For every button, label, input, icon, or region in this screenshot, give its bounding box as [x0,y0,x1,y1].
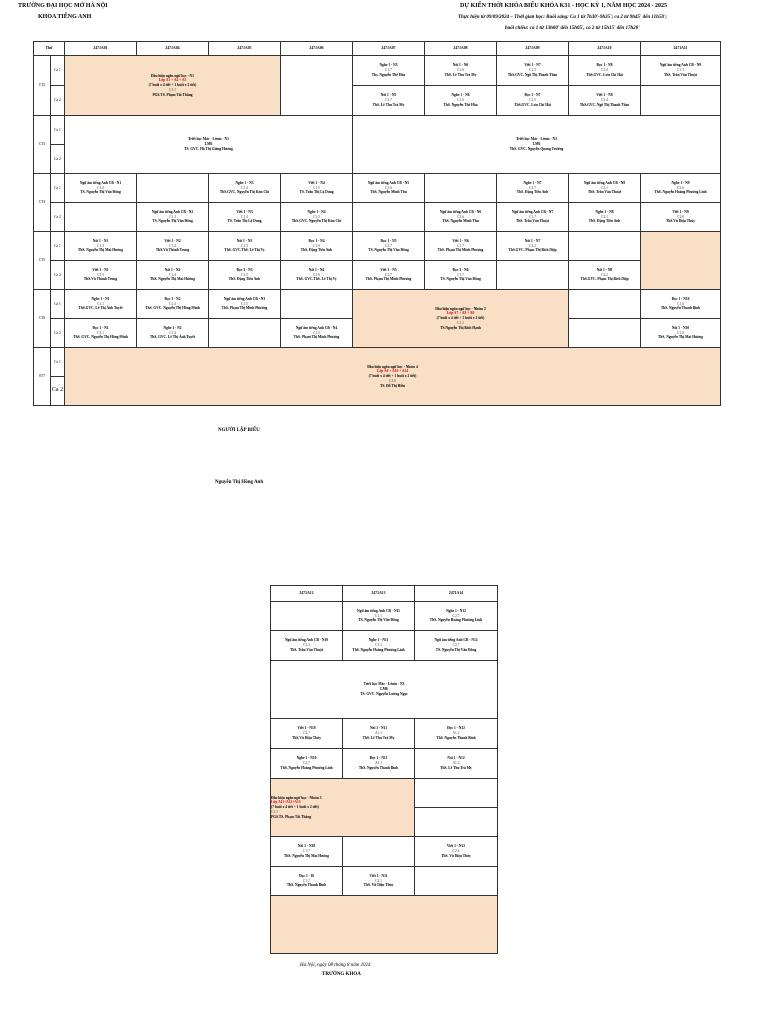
class-cell: Ngữ âm tiếng Anh CB - N5 C1.6 ThS. Nguyễn Minh Thu [353,174,425,203]
col-header: 2471A10 [569,42,641,56]
class-cell: Viết 1 - N11 C2.1 ThS. Vũ Diệu Thúy [343,867,415,896]
empty-cell [569,290,641,319]
day-label: ST7 [34,348,51,406]
empty-cell [497,261,569,290]
day-label: CT5 [34,232,51,290]
empty-cell [271,896,498,954]
class-cell: Nói 1 - N12 A1.2 ThS. Lê Thu Trà My [415,749,498,779]
empty-cell [137,174,209,203]
class-cell: Nghe 1 - N5 C1.7 Ths. Nguyễn Thế Hòa [353,56,425,86]
class-cell: Nói 1 - N7 C2.2 ThS.GVC. Phạm Thị Bích Diệp [497,232,569,261]
day-label: CT4 [34,174,51,232]
class-cell: Viết 1 - N3 C1.4 TS. Trần Thị Lệ Dung [209,203,281,232]
class-cell: Ngữ âm tiếng Anh CB - N7 C1.7 ThS. Trần Văn Thuật [497,203,569,232]
day-label: CT2 [34,56,51,116]
class-cell: Nghe 1 - N10 C2.7 ThS. Nguyễn Hoàng Phương Linh [271,749,343,779]
shift-label: Ca 1 [51,290,65,319]
col-header: 2471A08 [425,42,497,56]
empty-cell [343,837,415,867]
shift-label: Ca 1 [51,174,65,203]
col-header: 2471A12 [271,586,343,602]
shift-label: Ca 1 [51,116,65,145]
empty-cell [281,290,353,319]
class-cell: Đọc 1 - N7 C1.5 ThS.GVC. Lưu Chí Hải [497,86,569,116]
class-cell: Nói 1 - N10 C1.7 ThS. Nguyễn Thị Mai Hương [271,837,343,867]
col-header: 2471A07 [353,42,425,56]
class-cell: Ngữ âm tiếng Anh CB - N10 C1.3 ThS. Trần Văn Thuật [271,631,343,661]
class-cell: Ngữ âm tiếng Anh CB - N8 C2.1 ThS. Trần Văn Thuật [569,174,641,203]
col-header: 2471A04 [137,42,209,56]
shift-label: Ca 1 [51,56,65,86]
class-cell: Nghe 1 - N6 C1.6 ThS. Nguyễn Thế Hòa [425,86,497,116]
class-cell: Viết 1 - N9 C2.6 ThS.Vũ Diệu Thúy [641,203,721,232]
footer-signer-label: TRƯỞNG KHOA [322,972,361,977]
col-header: 2471A14 [415,586,498,602]
empty-cell [415,867,498,896]
empty-cell [271,602,343,631]
shift-label: Ca 2 [51,203,65,232]
empty-cell [65,203,137,232]
signer-name: Nguyễn Thị Hồng Anh [215,480,264,485]
shift-label: Ca 2 [51,145,65,174]
class-cell: Nói 1 - N2 C1.4 ThS. Nguyễn Thị Mai Hương [137,261,209,290]
signer-label: NGƯỜI LẬP BIỂU [218,428,260,433]
class-cell: Đầu hiện ngôn ngữ học - Nhóm 4 Lớp A6 + A10 + A14 (7 buổi x 4 tiết + 1 buổi x 2 tiết) C3.6 TS. Đỗ Thị Hiền [65,348,721,406]
col-header: 2471A06 [281,42,353,56]
class-cell: Ngữ âm tiếng Anh CB - N12 C2.7 TS. Nguyễn Thị Vân Đông [415,631,498,661]
class-cell: Ngữ âm tiếng Anh CB - N4 C1.5 ThS. Phạm Thị Minh Phương [281,319,353,348]
class-cell: Đọc 1 - N8 C1.4 ThS.GVC. Lưu Chí Hải [569,56,641,86]
class-cell: Nghe 1 - N12 C2.7 ThS. Nguyễn Hoàng Phương Linh [415,602,498,631]
class-cell: Nghe 1 - N9 C2.6 ThS. Nguyễn Hoàng Phương Linh [641,174,721,203]
class-cell: Đọc 1 - N10 C1.6 ThS. Nguyễn Thanh Bình [641,290,721,319]
empty-cell [425,174,497,203]
class-cell: Đầu hiện ngôn ngữ học - Nhóm 3 Lớp A11+A12+A13 (7 buổi x 4 tiết + 1 buổi x 2 tiết) C1.1 PGS.TS. Phạm Tất Thắng [271,779,415,837]
school-name: TRƯỜNG ĐẠI HỌC MỞ HÀ NỘI [18,3,108,9]
class-cell: Viết 1 - N12 C2.4 ThS. Vũ Diệu Thúy [415,837,498,867]
schedule-note-2: buổi chiều: ca 1 từ 13h00' đến 15h05', ca 2 từ 15h15' đến 17h20' [505,26,640,31]
faculty-name: KHOA TIẾNG ANH [38,14,92,20]
class-cell: Ngữ âm tiếng Anh CB - N3 C1.5 ThS. Phạm Thị Minh Phương [209,290,281,319]
shift-label: Ca 2 [51,261,65,290]
col-header: 2471A11 [641,42,721,56]
class-cell: Viết 1 - N5 C2.7 ThS. Phạm Thị Minh Phương [353,261,425,290]
shift-label: Ca 1 [51,348,65,377]
class-cell: Ngữ âm tiếng Anh CB - N2 C1.3 TS. Nguyễn Thị Vân Đông [137,203,209,232]
class-cell: Đọc 1 - N5 C2.7 TS. Nguyễn Thị Vân Đông [353,232,425,261]
empty-cell [641,232,721,290]
class-cell: Ngữ âm tiếng Anh CB - N1 C1.2 TS. Nguyễn Thị Vân Đông [65,174,137,203]
empty-cell [641,86,721,116]
class-cell: Viết 1 - N10 C2.7 ThS.Vũ Diệu Thúy [271,719,343,749]
class-cell: Nói 1 - N1 C1.3 ThS. Nguyễn Thị Mai Hương [65,232,137,261]
class-cell: Nghe 1 - N2 C1.4 ThS. GVC. Lê Thị Ánh Tuyết [137,319,209,348]
empty-cell [209,319,281,348]
shift-label: Ca 2 [51,377,65,406]
class-cell: Nói 1 - N10 C1.6 ThS. Nguyễn Thị Mai Hương [641,319,721,348]
class-cell: Viết 1 - N6 C1.7 ThS. Phạm Thị Minh Phương [425,232,497,261]
col-header: 2471A13 [343,586,415,602]
class-cell: Nói 1 - N3 C1.5 ThS. GVC.ThS. Lê Thị Vy [209,232,281,261]
empty-cell [415,779,498,808]
class-cell: Đọc 1 - N4 C1.6 ThS. Đặng Tiến Anh [281,232,353,261]
class-cell: Nói 1 - N8 C2.2 ThS.GVC. Phạm Thị Bích Diệp [569,261,641,290]
class-cell: Đọc 1 - N12 A1.2 ThS. Nguyễn Thanh Bình [415,719,498,749]
class-cell: Nghe 1 - N1 C1.1 ThS.GVC. Lê Thị Ánh Tuyết [65,290,137,319]
class-cell: Nói 1 - N6 C1.6 ThS. Lê Thu Trà My [425,56,497,86]
col-header: Thứ [34,42,65,56]
empty-cell [415,808,498,837]
col-header: 2471A05 [209,42,281,56]
class-cell: Đọc 1 - I0 C1.7 ThS. Nguyễn Thanh Bình [271,867,343,896]
class-cell: Ngữ âm tiếng Anh CB - N9 C1.3 ThS. Trần Văn Thuật [641,56,721,86]
class-cell: Viết 1 - N7 C1.5 ThS.GVC. Ngô Thị Thanh Thảo [497,56,569,86]
shift-label: Ca 1 [51,232,65,261]
class-cell: Đọc 1 - N1 C1.1 ThS. GVC. Nguyễn Thị Hồng Minh [65,319,137,348]
class-cell: Đọc 1 - N6 C1.7 TS. Nguyễn Thị Vân Đông [425,261,497,290]
class-cell: Đọc 1 - N3 C1.5 ThS. Đặng Tiến Anh [209,261,281,290]
shift-label: Ca 2 [51,86,65,116]
timetable-continued [270,585,498,954]
day-label: CT3 [34,116,51,174]
col-header: 2471A01 [65,42,137,56]
class-cell: Ngữ âm tiếng Anh CB - N11 C1.1 TS. Nguyễn Thị Vân Đông [343,602,415,631]
class-cell: Đầu hiện ngôn ngữ học - Nhóm 2 Lớp A7 + A8 + A9 (7 buổi x 4 tiết + 1 buổi x 2 tiết) C1.1 TS.Nguyễn Thị Bích Hạnh [353,290,569,348]
class-cell: Nghe 1 - N7 C1.7 ThS. Đặng Tiến Anh [497,174,569,203]
empty-cell [569,232,641,261]
class-cell: Đọc 1 - N11 A1.1 ThS. Nguyễn Thanh Bình [343,749,415,779]
timetable-main [33,41,721,406]
class-cell: Nghe 1 - N8 C2.1 ThS. Đặng Tiến Anh [569,203,641,232]
header-row [34,42,721,56]
class-cell: Đầu hiện ngôn ngữ học - N1 Lớp A1 + A4 + A5 (7 buổi x 4 tiết + 1 buổi x 2 tiết) C1.1 PGS.TS. Phạm Tất Thắng [65,56,281,116]
class-cell: Nói 1 - N4 C1.6 ThS. GVC.ThS. Lê Thị Vy [281,261,353,290]
class-cell: Viết 1 - N2 C1.4 ThS.Vũ Thành Trung [137,232,209,261]
footer-place-date: Hà Nội, ngày 08 tháng 8 năm 2024 [300,963,371,968]
class-cell: Viết 1 - N8 C1.4 ThS.GVC. Ngô Thị Thanh Thảo [569,86,641,116]
class-cell: Viết 1 - N4 C1.5 TS. Trần Thị Lệ Dung [281,174,353,203]
class-cell: Nghe 1 - N11 C1.1 ThS. Nguyễn Hoàng Phương Linh [343,631,415,661]
empty-cell [281,56,353,116]
document-title: DỰ KIẾN THỜI KHÓA BIỂU KHÓA K31 - HỌC KỲ 1, NĂM HỌC 2024 - 2025 [460,3,668,9]
class-cell: Nói 1 - N11 A1.1 ThS. Lê Thu Trà My [343,719,415,749]
day-label: CT6 [34,290,51,348]
class-cell: Ngữ âm tiếng Anh CB - N6 C1.6 ThS. Nguyễn Minh Thu [425,203,497,232]
col-header: 2471A09 [497,42,569,56]
class-cell: Nói 1 - N5 C1.7 ThS. Lê Thu Trà My [353,86,425,116]
class-cell: Viết 1 - N1 C1.3 ThS.Vũ Thành Trung [65,261,137,290]
class-cell: Triết học Mác - Lênin - N1 LM6 TS. GVC. Hà Thị Giáng Hương [65,116,353,174]
empty-cell [353,203,425,232]
schedule-note-1: Thực hiện từ 09/09/2024 – Thời gian học: Buổi sáng: Ca 1 từ 7h30'-9h35'; ca 2 từ 9h45' đến 11h50'; [458,15,667,20]
empty-cell [569,319,641,348]
class-cell: Nghe 1 - N3 C1.4 ThS.GVC. Nguyễn Thị Kim Chi [209,174,281,203]
class-cell: Nghe 1 - N4 C1.5 ThS.GVC. Nguyễn Thị Kim Chi [281,203,353,232]
class-cell: Triết học Mác - Lênin - N3 LM6 TS. GVC. Nguyễn Lương Ngọc [271,661,498,719]
class-cell: Triết học Mác - Lênin - N2 LM6 ThS. GVC. Nguyễn Quang Trường [353,116,721,174]
shift-label: Ca 2 [51,319,65,348]
class-cell: Đọc 1 - N2 C1.4 ThS. GVC. Nguyễn Thị Hồng Minh [137,290,209,319]
